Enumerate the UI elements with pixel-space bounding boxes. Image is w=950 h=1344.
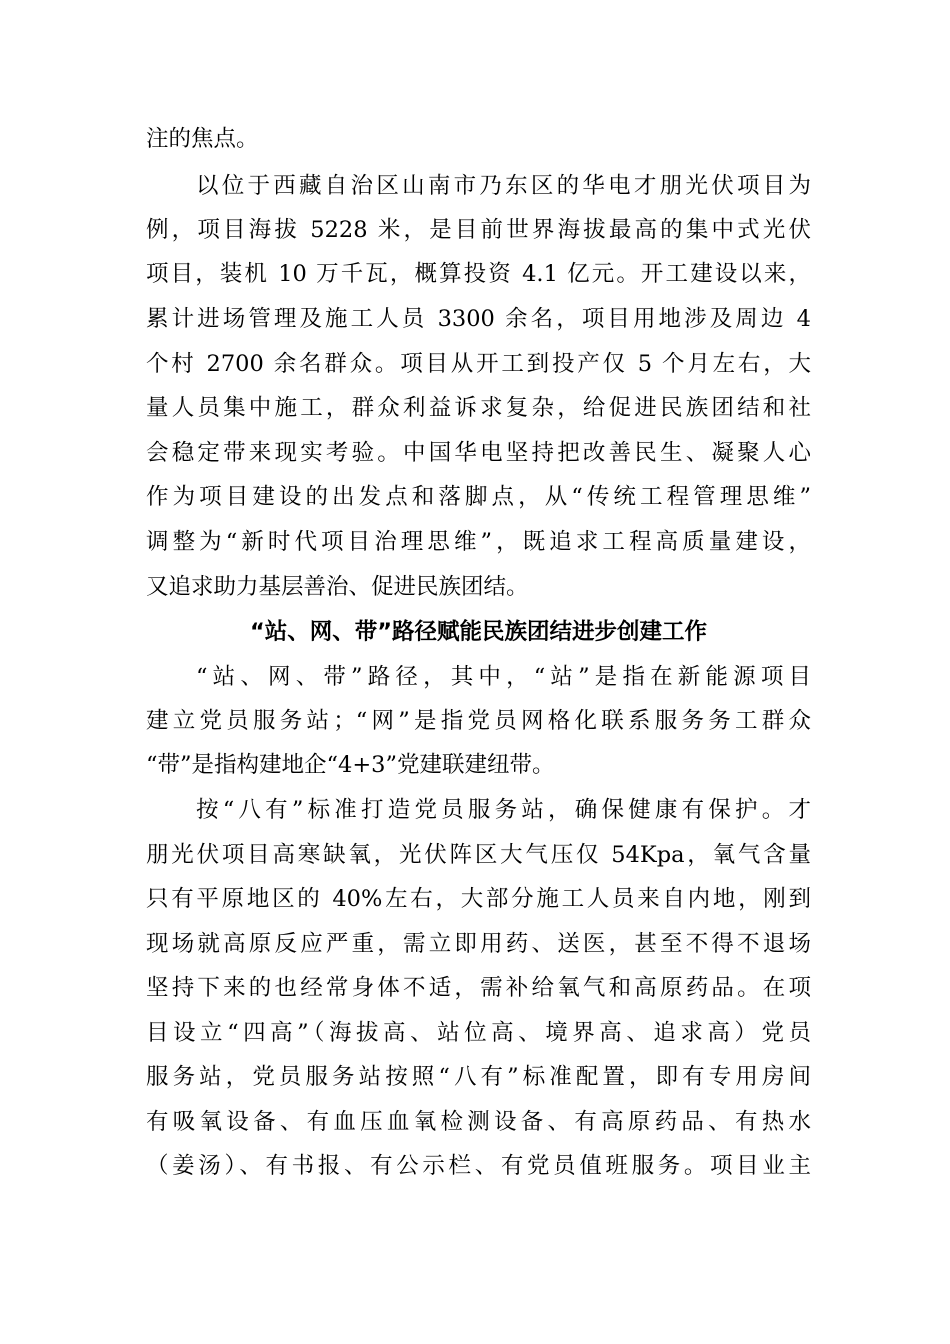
text-line: “站、网、带”路径，其中，“站”是指在新能源项目 <box>196 664 811 690</box>
text-line: 量人员集中施工，群众利益诉求复杂，给促进民族团结和社 <box>146 395 811 421</box>
text-line: 累计进场管理及施工人员 3300 余名，项目用地涉及周边 4 <box>146 306 811 332</box>
text-line: 会稳定带来现实考验。中国华电坚持把改善民生、凝聚人心 <box>146 440 811 466</box>
text-line: 项目，装机 10 万千瓦，概算投资 4.1 亿元。开工建设以来， <box>146 261 811 287</box>
section-heading: “站、网、带”路径赋能民族团结进步创建工作 <box>249 619 708 645</box>
text-line: 朋光伏项目高寒缺氧，光伏阵区大气压仅 54Kpa，氧气含量 <box>146 842 811 868</box>
text-line: 现场就高原反应严重，需立即用药、送医，甚至不得不退场 <box>146 931 811 957</box>
text-line: “带”是指构建地企“4+3”党建联建纽带。 <box>146 752 555 778</box>
text-line: 注的焦点。 <box>146 126 259 152</box>
text-line: 例，项目海拔 5228 米，是目前世界海拔最高的集中式光伏 <box>146 217 811 243</box>
text-line: 目设立“四高”（海拔高、站位高、境界高、追求高）党员 <box>146 1020 811 1046</box>
text-line: 有吸氧设备、有血压血氧检测设备、有高原药品、有热水 <box>146 1109 811 1135</box>
text-line: 坚持下来的也经常身体不适，需补给氧气和高原药品。在项 <box>146 975 811 1001</box>
text-line: （姜汤）、有书报、有公示栏、有党员值班服务。项目业主 <box>146 1153 811 1179</box>
text-line: 服务站，党员服务站按照“八有”标准配置，即有专用房间 <box>146 1064 811 1090</box>
text-line: 调整为“新时代项目治理思维”，既追求工程高质量建设， <box>146 529 811 555</box>
text-line: 作为项目建设的出发点和落脚点，从“传统工程管理思维” <box>146 484 811 510</box>
text-line: 只有平原地区的 40%左右，大部分施工人员来自内地，刚到 <box>146 886 811 912</box>
text-line: 个村 2700 余名群众。项目从开工到投产仅 5 个月左右，大 <box>146 351 811 377</box>
text-line: 又追求助力基层善治、促进民族团结。 <box>146 574 529 600</box>
text-line: 建立党员服务站；“网”是指党员网格化联系服务务工群众 <box>146 708 811 734</box>
text-line: 按“八有”标准打造党员服务站，确保健康有保护。才 <box>196 797 811 823</box>
text-line: 以位于西藏自治区山南市乃东区的华电才朋光伏项目为 <box>196 173 811 199</box>
